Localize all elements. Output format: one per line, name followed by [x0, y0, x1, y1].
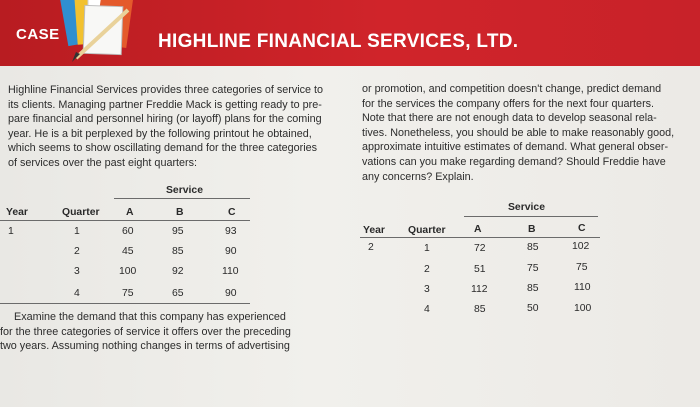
table-cell: 65: [172, 288, 184, 299]
text-line: which seems to show oscillating demand for the three categories: [8, 142, 318, 155]
table-cell: 92: [172, 266, 184, 277]
divider: [0, 303, 250, 304]
table-cell: 1: [424, 243, 430, 254]
left-paragraph: [8, 83, 340, 171]
divider: [114, 198, 250, 199]
bottom-paragraph: [0, 310, 344, 354]
text-line: two years. Assuming nothing changes in terms of advertising: [0, 340, 290, 353]
right-paragraph: [362, 82, 688, 184]
col-header-b: B: [528, 224, 536, 235]
table-cell: 60: [122, 226, 134, 237]
table-cell: 100: [119, 266, 137, 277]
table-cell: 2: [368, 242, 374, 253]
table-cell: 85: [172, 246, 184, 257]
text-line: its clients. Managing partner Freddie Mack is getting ready to pre-: [8, 98, 322, 111]
divider: [360, 237, 600, 238]
text-line: or promotion, and competition doesn't change, predict demand: [362, 83, 662, 95]
col-header-c: C: [228, 207, 236, 218]
table-cell: 112: [471, 284, 488, 295]
divider: [0, 220, 250, 221]
col-header-year: Year: [363, 225, 385, 236]
table-cell: 90: [225, 246, 237, 257]
col-header-quarter: Quarter: [408, 225, 446, 236]
col-header-a: A: [474, 224, 482, 235]
text-line: pare financial and personnel hiring (or layoff) plans for the coming: [8, 113, 322, 126]
col-header-b: B: [176, 207, 184, 218]
text-line: vations can you make regarding demand? Should Freddie have: [362, 155, 666, 168]
col-header-quarter: Quarter: [62, 207, 100, 218]
text-line: for the services the company offers for the next four quarters.: [362, 97, 655, 110]
text-line: Highline Financial Services provides three categories of service to: [8, 84, 324, 96]
table-cell: 50: [527, 303, 539, 314]
text-line: year. He is a bit perplexed by the following printout he obtained,: [8, 127, 312, 140]
text-line: Note that there are not enough data to develop seasonal rela-: [362, 112, 657, 125]
table-cell: 95: [172, 226, 184, 237]
table-cell: 102: [572, 241, 590, 252]
table-cell: 75: [576, 262, 588, 273]
text-line: for the three categories of service it offers over the preceding: [0, 325, 291, 338]
text-line: Examine the demand that this company has experienced: [14, 311, 286, 323]
table-cell: 2: [74, 246, 80, 257]
table-cell: 72: [474, 243, 486, 254]
col-header-a: A: [126, 207, 134, 218]
table-cell: 4: [424, 304, 430, 315]
table-cell: 1: [8, 226, 14, 237]
table-cell: 90: [225, 288, 237, 299]
table-cell: 3: [74, 266, 80, 277]
table-cell: 45: [122, 246, 134, 257]
service-group-header: Service: [508, 202, 545, 213]
table-cell: 1: [74, 226, 80, 237]
text-line: any concerns? Explain.: [362, 170, 474, 183]
table-cell: 3: [424, 284, 430, 295]
table-cell: 4: [74, 288, 80, 299]
text-line: of services over the past eight quarters:: [8, 156, 198, 169]
case-label: CASE: [16, 26, 60, 43]
table-cell: 110: [574, 282, 591, 293]
col-header-c: C: [578, 223, 586, 234]
col-header-year: Year: [6, 207, 28, 218]
text-line: approximate intuitive estimates of demand. What general obser-: [362, 141, 669, 154]
table-cell: 110: [222, 266, 239, 277]
table-cell: 85: [527, 283, 539, 294]
table-cell: 51: [474, 264, 486, 275]
table-cell: 75: [122, 288, 134, 299]
table-cell: 75: [527, 263, 539, 274]
table-cell: 100: [574, 303, 592, 314]
table-cell: 93: [225, 226, 237, 237]
service-group-header: Service: [166, 185, 203, 196]
text-line: tives. Nonetheless, you should be able to make reasonably good,: [362, 126, 675, 139]
case-title: HIGHLINE FINANCIAL SERVICES, LTD.: [158, 31, 519, 52]
divider: [464, 216, 598, 217]
table-cell: 85: [474, 304, 486, 315]
table-cell: 2: [424, 264, 430, 275]
folder-icon: [58, 0, 140, 62]
case-banner: [0, 0, 700, 66]
table-cell: 85: [527, 242, 539, 253]
